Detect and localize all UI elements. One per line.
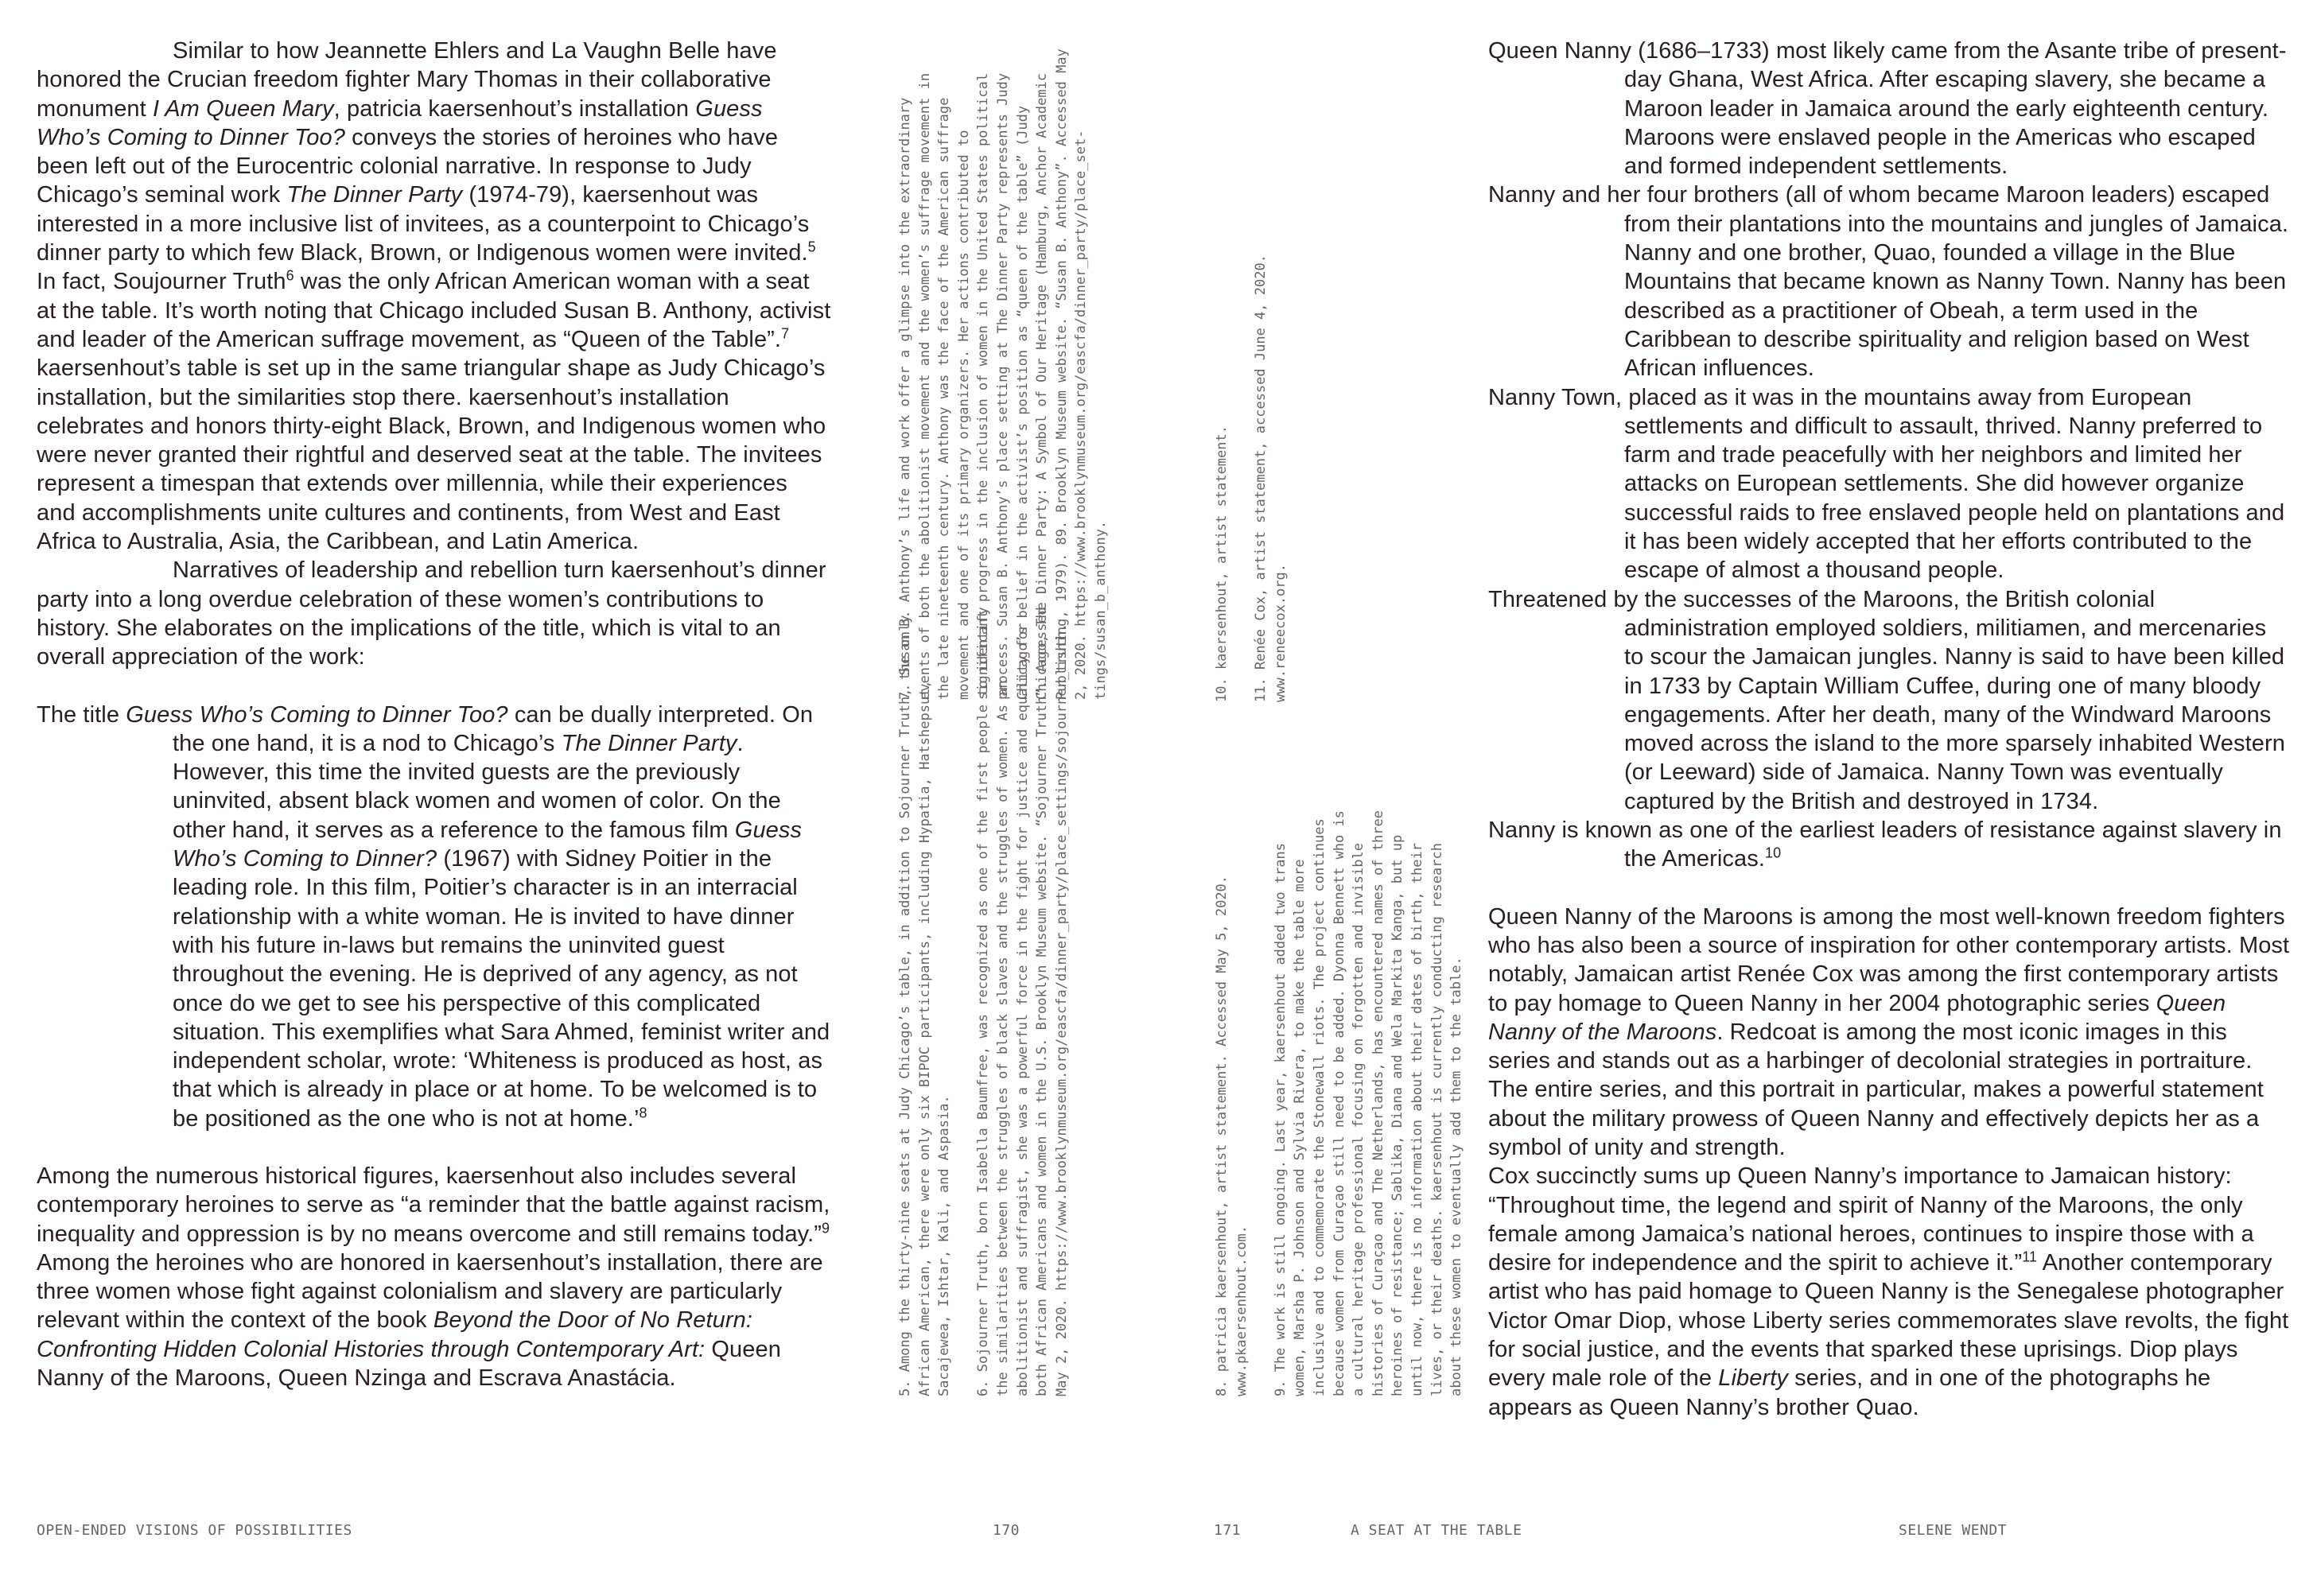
footnote-ref: 7 [781,325,790,342]
text-run: . Redcoat is among the most iconic images in this series and stands out as a harbinger of decolonial strategies in portraiture. The entire series, and this portrait in particular, makes a powerful statement about the military prowess of Queen Nanny and effectively depicts her as a symbol of unity and strength. [1488,1019,2264,1160]
footnote: 10. kaersenhout, artist statement. [1214,425,1230,702]
text-run: Another contemporary artist who has paid homage to Queen Nanny is the Senegalese photographer Victor Omar Diop, whose Liberty series commemorates slave revolts, the fight for social justice, and the events that sparked these uprisings. Diop plays every male role of the [1488,1250,2289,1392]
footnote: 5. Among the thirty-nine seats at Judy Chicago’s table, in addition to Sojourner Truth, the only African American, there were only six BIPOC participants, including Hypatia, Hatshepsut, Sacajewea, Ishtar, Kali, and Aspasia. [897,615,953,1396]
text-run: can be dually interpreted. On the one hand, it is a nod to Chicago’s [173,701,814,756]
paragraph [37,701,832,1133]
footnote-ref: 6 [286,267,294,284]
italic-title: Guess Who’s Coming to Dinner Too? [126,701,508,728]
text-run: Queen Nanny (1686–1733) most likely came from the Asante tribe of present-day Ghana, West Africa. After escaping slavery, she became a Maroon leader in Jamaica around the early eighteenth century. Maroons were enslaved people in the Americas who escaped and formed independent settlements. [1488,38,2287,180]
italic-title: I Am Queen Mary [152,95,334,122]
paragraph [37,556,832,671]
footnote-ref: 8 [639,1105,647,1121]
footnote: 7. Susan B. Anthony’s life and work offer a glimpse into the extraordinary events of both the abolitionist movement and the women’s suffrage movement in the late nineteenth century. Anthony was the face of the American suffrage movement and one of its primary organizers. Her actions contributed to significant progress in the inclusion of women in the United States political process. Susan B. Anthony’s place setting at The Dinner Party represents Judy Chicago’s belief in the activist’s position as “queen of the table” (Judy Chicago, The Dinner Party: A Symbol of Our Heritage (Hamburg, Anchor Academic Publishing, 1979). 89. Brooklyn Museum website. “Susan B. Anthony”. Accessed May 2, 2020. https://www.brooklynmuseum.org/eascfa/dinner_party/place_settings/susan_b_anthony. [897,49,1109,700]
footnote-ref: 11 [2022,1248,2038,1265]
paragraph [1488,585,2292,816]
running-title-right: A SEAT AT THE TABLE [1351,1522,1522,1539]
italic-title: Guess Who’s Coming to Dinner? [173,817,803,872]
paragraph [37,37,832,556]
footnotes-10-11 [1212,185,1310,702]
footnotes-5-6 [896,601,1091,1396]
text-run: conveys the stories of heroines who have been left out of the Eurocentric colonial narrative. In response to Judy Chicago’s seminal work [37,124,779,208]
paragraph [37,1162,832,1392]
paragraph [1488,383,2292,585]
text-run: Threatened by the successes of the Maroons, the British colonial administration employed soldiers, militiamen, and mercenaries to scour the Jamaican jungles. Nanny is said to have been killed in 1733 by Captain William Cuffee, during one of many bloody engagements. After her death, many of the Windward Maroons moved across the island to the more sparsely inhabited Western (or Leeward) side of Jamaica. Nanny Town was eventually captured by the British and destroyed in 1734. [1488,586,2285,814]
footnote-ref: 5 [807,239,816,255]
paragraph [1488,181,2292,382]
text-run: Among the heroines who are honored in kaersenhout’s installation, there are three women whose fight against colonialism and slavery are particularly relevant within the context of the book [37,1249,823,1334]
text-run: Cox succinctly sums up Queen Nanny’s importance to Jamaican history: “Throughout time, the legend and spirit of Nanny of the Maroons, the only female among Jamaica’s national heroes, continues to inspire those with a desire for independence and the spirit to achieve it.” [1488,1163,2254,1276]
text-run: . However, this time the invited guests are the previously uninvited, absent black women and women of color. On the other hand, it serves as a reference to the famous film [173,730,781,843]
page-number-left: 170 [993,1522,1020,1539]
paragraph [1488,816,2292,874]
footnote: 9. The work is still ongoing. Last year, kaersenhout added two trans women, Marsha P. Johnson and Sylvia Rivera, to make the table more inclusive and to commemorate the Stonewall riots. The project continues because women from Curaçao still need to be added. Dyonna Bennett who is a cultural heritage professional focusing on forgotten and invisible histories of Curaçao and The Netherlands, has encountered names of three heroines of resistance; Sablika, Diana and Wela Markita Kanga, but up until now, there is no information about their dates of birth, their lives, or their deaths. kaersenhout is currently conducting research about these women to eventually add them to the table. [1272,810,1465,1396]
footnote-7 [896,48,1130,700]
italic-title: Liberty [1718,1365,1788,1392]
paragraph [1488,903,2292,1163]
italic-title: The Dinner Party [561,730,737,756]
footnote: 8. patricia kaersenhout, artist statement. Accessed May 5, 2020. www.pkaersenhout.com. [1214,875,1250,1396]
footnotes-8-9 [1212,800,1486,1396]
text-run: Nanny is known as one of the earliest leaders of resistance against slavery in the Americas. [1488,817,2282,872]
text-run: The title [37,701,126,728]
text-run: Queen Nanny of the Maroons is among the most well-known freedom fighters who has also been a source of inspiration for other contemporary artists. Most notably, Jamaican artist Renée Cox was among the first contemporary artists to pay homage to Queen Nanny in her 2004 photographic series [1488,903,2290,1016]
text-run: Similar to how Jeannette Ehlers and La Vaughn Belle have honored the Crucian freedom fighter Mary Thomas in their collaborative monument [37,38,777,122]
right-page-body [1488,37,2292,1422]
italic-title: The Dinner Party [286,182,463,208]
footnote: 11. Renée Cox, artist statement, accessed June 4, 2020. www.reneecox.org. [1253,254,1289,702]
text-run: Nanny Town, placed as it was in the mountains away from European settlements and difficult to assault, thrived. Nanny preferred to farm and trade peacefully with her neighbors and limited her attacks on European settlements. She did however organize successful raids to free enslaved people held on plantations and it has been widely accepted that her efforts contributed to the escape of almost a thousand people. [1488,384,2285,584]
italic-title: Queen Nanny of the Maroons [1488,990,2226,1045]
paragraph [1488,1162,2292,1422]
left-page-body [37,37,832,1392]
text-run: series, and in one of the photographs he appears as Queen Nanny’s brother Quao. [1488,1365,2211,1420]
text-run: Among the numerous historical figures, kaersenhout also includes several contemporary heroines to serve as “a reminder that the battle against racism, inequality and oppression is by no means overcome and still remains today.” [37,1163,830,1247]
text-run: Nanny and her four brothers (all of whom became Maroon leaders) escaped from their plantations into the mountains and jungles of Jamaica. Nanny and one brother, Quao, founded a village in the Blue Mountains that became known as Nanny Town. Nanny has been described as a practitioner of Obeah, a term used in the Caribbean to describe spirituality and religion based on West African influences. [1488,182,2289,382]
text-run: kaersenhout’s table is set up in the same triangular shape as Judy Chicago’s installation, but the similarities stop there. kaersenhout’s installation celebrates and honors thirty-eight Black, Brown, and Indigenous women who were never granted their rightful and deserved seat at the table. The invitees represent a timespan that extends over millennia, while their experiences and accomplishments unite cultures and continents, from West and East Africa to Australia, Asia, the Caribbean, and Latin America. [37,355,826,555]
text-run: Queen Nanny of the Maroons, Queen Nzinga and Escrava Anastácia. [37,1336,781,1392]
footnote: 6. Sojourner Truth, born Isabella Baumfree, was recognized as one of the first people to identify the similarities between the struggles of black slaves and the struggles of women. As an abolitionist and suffragist, she was a powerful force in the fight for justice and equality for both African Americans and women in the U.S. Brooklyn Museum website. “Sojourner Truth”. Accessed May 2, 2020. https://www.brooklynmuseum.org/eascfa/dinner_party/place_settings/sojourner_truth. [975,607,1070,1396]
running-title-left: OPEN-ENDED VISIONS OF POSSIBILITIES [37,1522,352,1539]
text-run: (1967) with Sidney Poitier in the leading role. In this film, Poitier’s character is in an interracial relationship with a white woman. He is invited to have dinner with his future in-laws but remains the uninvited guest throughout the evening. He is deprived of any agency, as not once do we get to see his perspective of this complicated situation. This exemplifies what Sara Ahmed, feminist writer and independent scholar, wrote: ‘Whiteness is produced as host, as that which is already in place or at home. To be welcomed is to be positioned as the one who is not at home.’ [173,846,830,1132]
text-run: Narratives of leadership and rebellion turn kaersenhout’s dinner party into a long overdue celebration of these women’s contributions to history. She elaborates on the implications of the title, which is vital to an overall appreciation of the work: [37,557,826,670]
paragraph [1488,37,2292,181]
footnote-ref: 10 [1765,845,1782,861]
text-run: , patricia kaersenhout’s installation [333,95,696,122]
page-number-right: 171 [1214,1522,1242,1539]
footnote-ref: 9 [822,1219,830,1236]
text-run: was the only African American woman with a seat at the table. It’s worth noting that Chicago included Susan B. Anthony, activist and leader of the American suffrage movement, as “Queen of the Table”. [37,269,831,352]
author-name: SELENE WENDT [1899,1522,2008,1539]
text-run: In fact, Soujourner Truth [37,269,286,295]
italic-title: Guess Who’s Coming to Dinner Too? [37,95,763,150]
text-run: (1974-79), kaersenhout was interested in a more inclusive list of invitees, as a counterpoint to Chicago’s dinner party to which few Black, Brown, or Indigenous women were invited. [37,182,810,266]
italic-title: Beyond the Door of No Return: Confronting Hidden Colonial Histories through Contemporary Art: [37,1307,752,1362]
